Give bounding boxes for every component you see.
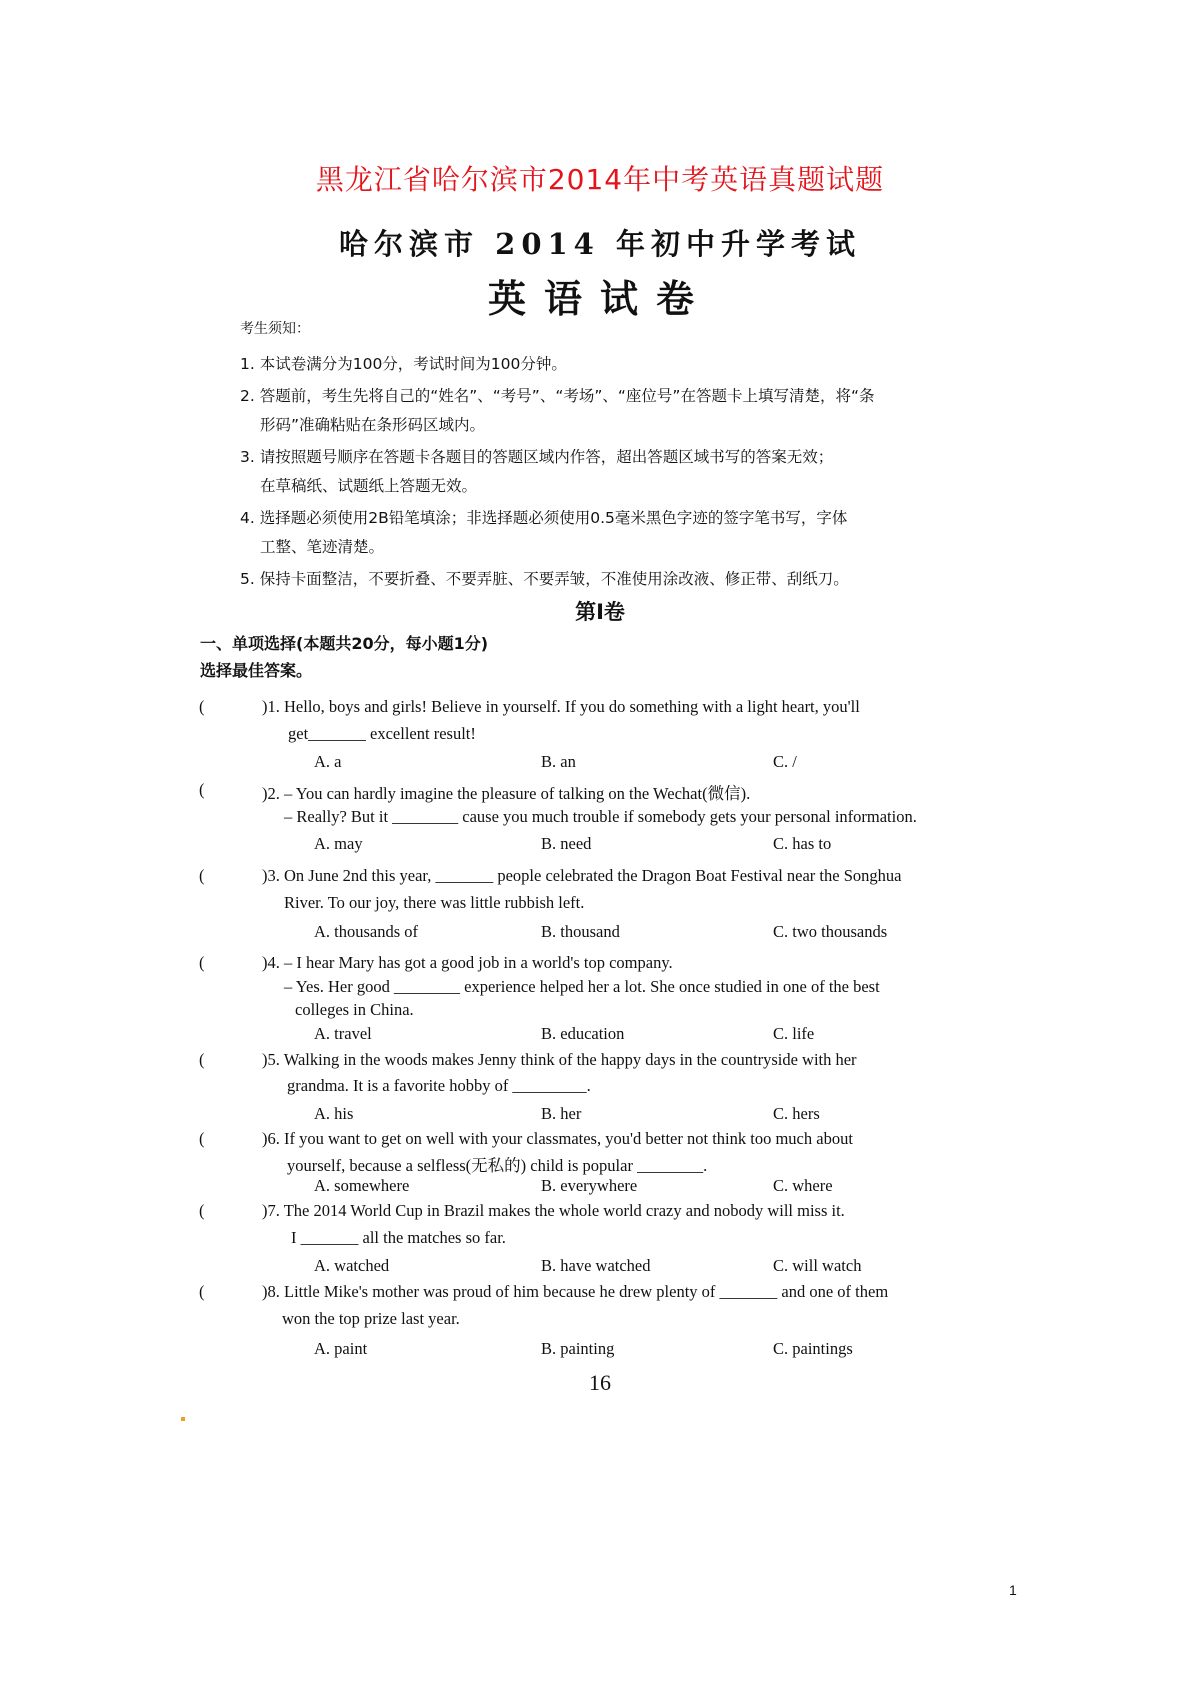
option-c: C. hers (773, 1104, 820, 1123)
subject-title: 英语试卷 (487, 276, 712, 321)
notice-heading: 考生须知： (240, 321, 310, 337)
answer-paren: ( (199, 1282, 205, 1301)
answer-paren: ( (199, 953, 205, 972)
question-text: – Yes. Her good ________ experience helped her a lot. She once studied in one of the best (284, 977, 880, 996)
volume-label: 第Ⅰ卷 (575, 600, 625, 624)
notice-item (240, 350, 985, 379)
option-b: B. an (541, 752, 576, 771)
section-instruction: 选择最佳答案。 (200, 661, 313, 680)
question-text: )8. Little Mike's mother was proud of him because he drew plenty of _______ and one of them (262, 1282, 889, 1301)
option-a: A. a (314, 752, 342, 771)
option-b: B. need (541, 834, 592, 853)
answer-paren: ( (199, 1201, 205, 1220)
question-text: )1. Hello, boys and girls! Believe in yourself. If you do something with a light heart, you'll (262, 697, 860, 716)
notice-item (240, 565, 985, 594)
option-c: C. life (773, 1024, 815, 1043)
notice-line: 3. 请按照题号顺序在答题卡各题目的答题区域内作答，超出答题区域书写的答案无效； (240, 448, 834, 466)
option-b: B. have watched (541, 1256, 651, 1275)
question-text: )3. On June 2nd this year, _______ people celebrated the Dragon Boat Festival near the Songhua (262, 866, 902, 885)
question-text: grandma. It is a favorite hobby of _________. (287, 1076, 591, 1095)
candidate-notice (240, 318, 985, 597)
option-a: A. his (314, 1104, 354, 1123)
question-text: )6. If you want to get on well with your classmates, you'd better not think too much about (262, 1129, 853, 1148)
answer-paren: ( (199, 1050, 205, 1069)
option-b: B. her (541, 1104, 582, 1123)
notice-line: 形码”准确粘贴在条形码区域内。 (260, 416, 486, 434)
section-heading: 一、单项选择(本题共20分，每小题1分) (200, 634, 489, 653)
option-a: A. paint (314, 1339, 368, 1358)
question-text: colleges in China. (295, 1000, 414, 1019)
answer-paren: ( (199, 697, 205, 716)
option-b: B. painting (541, 1339, 615, 1358)
question-text: yourself, because a selfless(无私的) child is popular ________. (287, 1156, 708, 1175)
option-b: B. education (541, 1024, 625, 1043)
answer-paren: ( (199, 866, 205, 885)
option-a: A. watched (314, 1256, 390, 1275)
option-a: A. may (314, 834, 363, 853)
notice-item (240, 504, 985, 562)
scan-speck (181, 1417, 185, 1421)
option-c: C. paintings (773, 1339, 853, 1358)
notice-line: 4. 选择题必须使用2B铅笔填涂；非选择题必须使用0.5毫米黑色字迹的签字笔书写，字体 (240, 509, 848, 527)
question-text: I _______ all the matches so far. (291, 1228, 506, 1247)
notice-line: 1. 本试卷满分为100分，考试时间为100分钟。 (240, 355, 567, 373)
option-a: A. somewhere (314, 1176, 410, 1195)
notice-line: 2. 答题前，考生先将自己的“姓名”、“考号”、“考场”、“座位号”在答题卡上填写清楚，将“条 (240, 387, 875, 405)
exam-title: 哈尔滨市 2014 年初中升学考试 (339, 227, 861, 261)
notice-item (240, 443, 985, 501)
option-c: C. where (773, 1176, 833, 1195)
notice-line: 5. 保持卡面整洁，不要折叠、不要弄脏、不要弄皱，不准使用涂改液、修正带、刮纸刀。 (240, 570, 849, 588)
footer-page-number: 1 (1009, 1582, 1017, 1598)
document-title: 黑龙江省哈尔滨市2014年中考英语真题试题 (315, 163, 885, 196)
notice-line: 工整、笔迹清楚。 (260, 538, 385, 556)
option-b: B. everywhere (541, 1176, 638, 1195)
question-text: )4. – I hear Mary has got a good job in a world's top company. (262, 953, 673, 972)
option-a: A. thousands of (314, 922, 419, 941)
option-c: C. has to (773, 834, 832, 853)
question-text: won the top prize last year. (282, 1309, 460, 1328)
notice-item (240, 382, 985, 440)
question-text: River. To our joy, there was little rubbish left. (284, 893, 585, 912)
question-text: )5. Walking in the woods makes Jenny think of the happy days in the countryside with her (262, 1050, 857, 1069)
option-a: A. travel (314, 1024, 372, 1043)
answer-paren: ( (199, 1129, 205, 1148)
answer-paren: ( (199, 780, 205, 799)
scan-page-number: 16 (589, 1370, 611, 1395)
notice-line: 在草稿纸、试题纸上答题无效。 (260, 477, 478, 495)
question-text: get_______ excellent result! (288, 724, 476, 743)
option-c: C. two thousands (773, 922, 888, 941)
option-c: C. will watch (773, 1256, 862, 1275)
question-text: )2. – You can hardly imagine the pleasure of talking on the Wechat(微信). (262, 784, 751, 803)
question-text: – Really? But it ________ cause you much trouble if somebody gets your personal information. (284, 807, 917, 826)
option-b: B. thousand (541, 922, 620, 941)
question-text: )7. The 2014 World Cup in Brazil makes the whole world crazy and nobody will miss it. (262, 1201, 845, 1220)
option-c: C. / (773, 752, 797, 771)
